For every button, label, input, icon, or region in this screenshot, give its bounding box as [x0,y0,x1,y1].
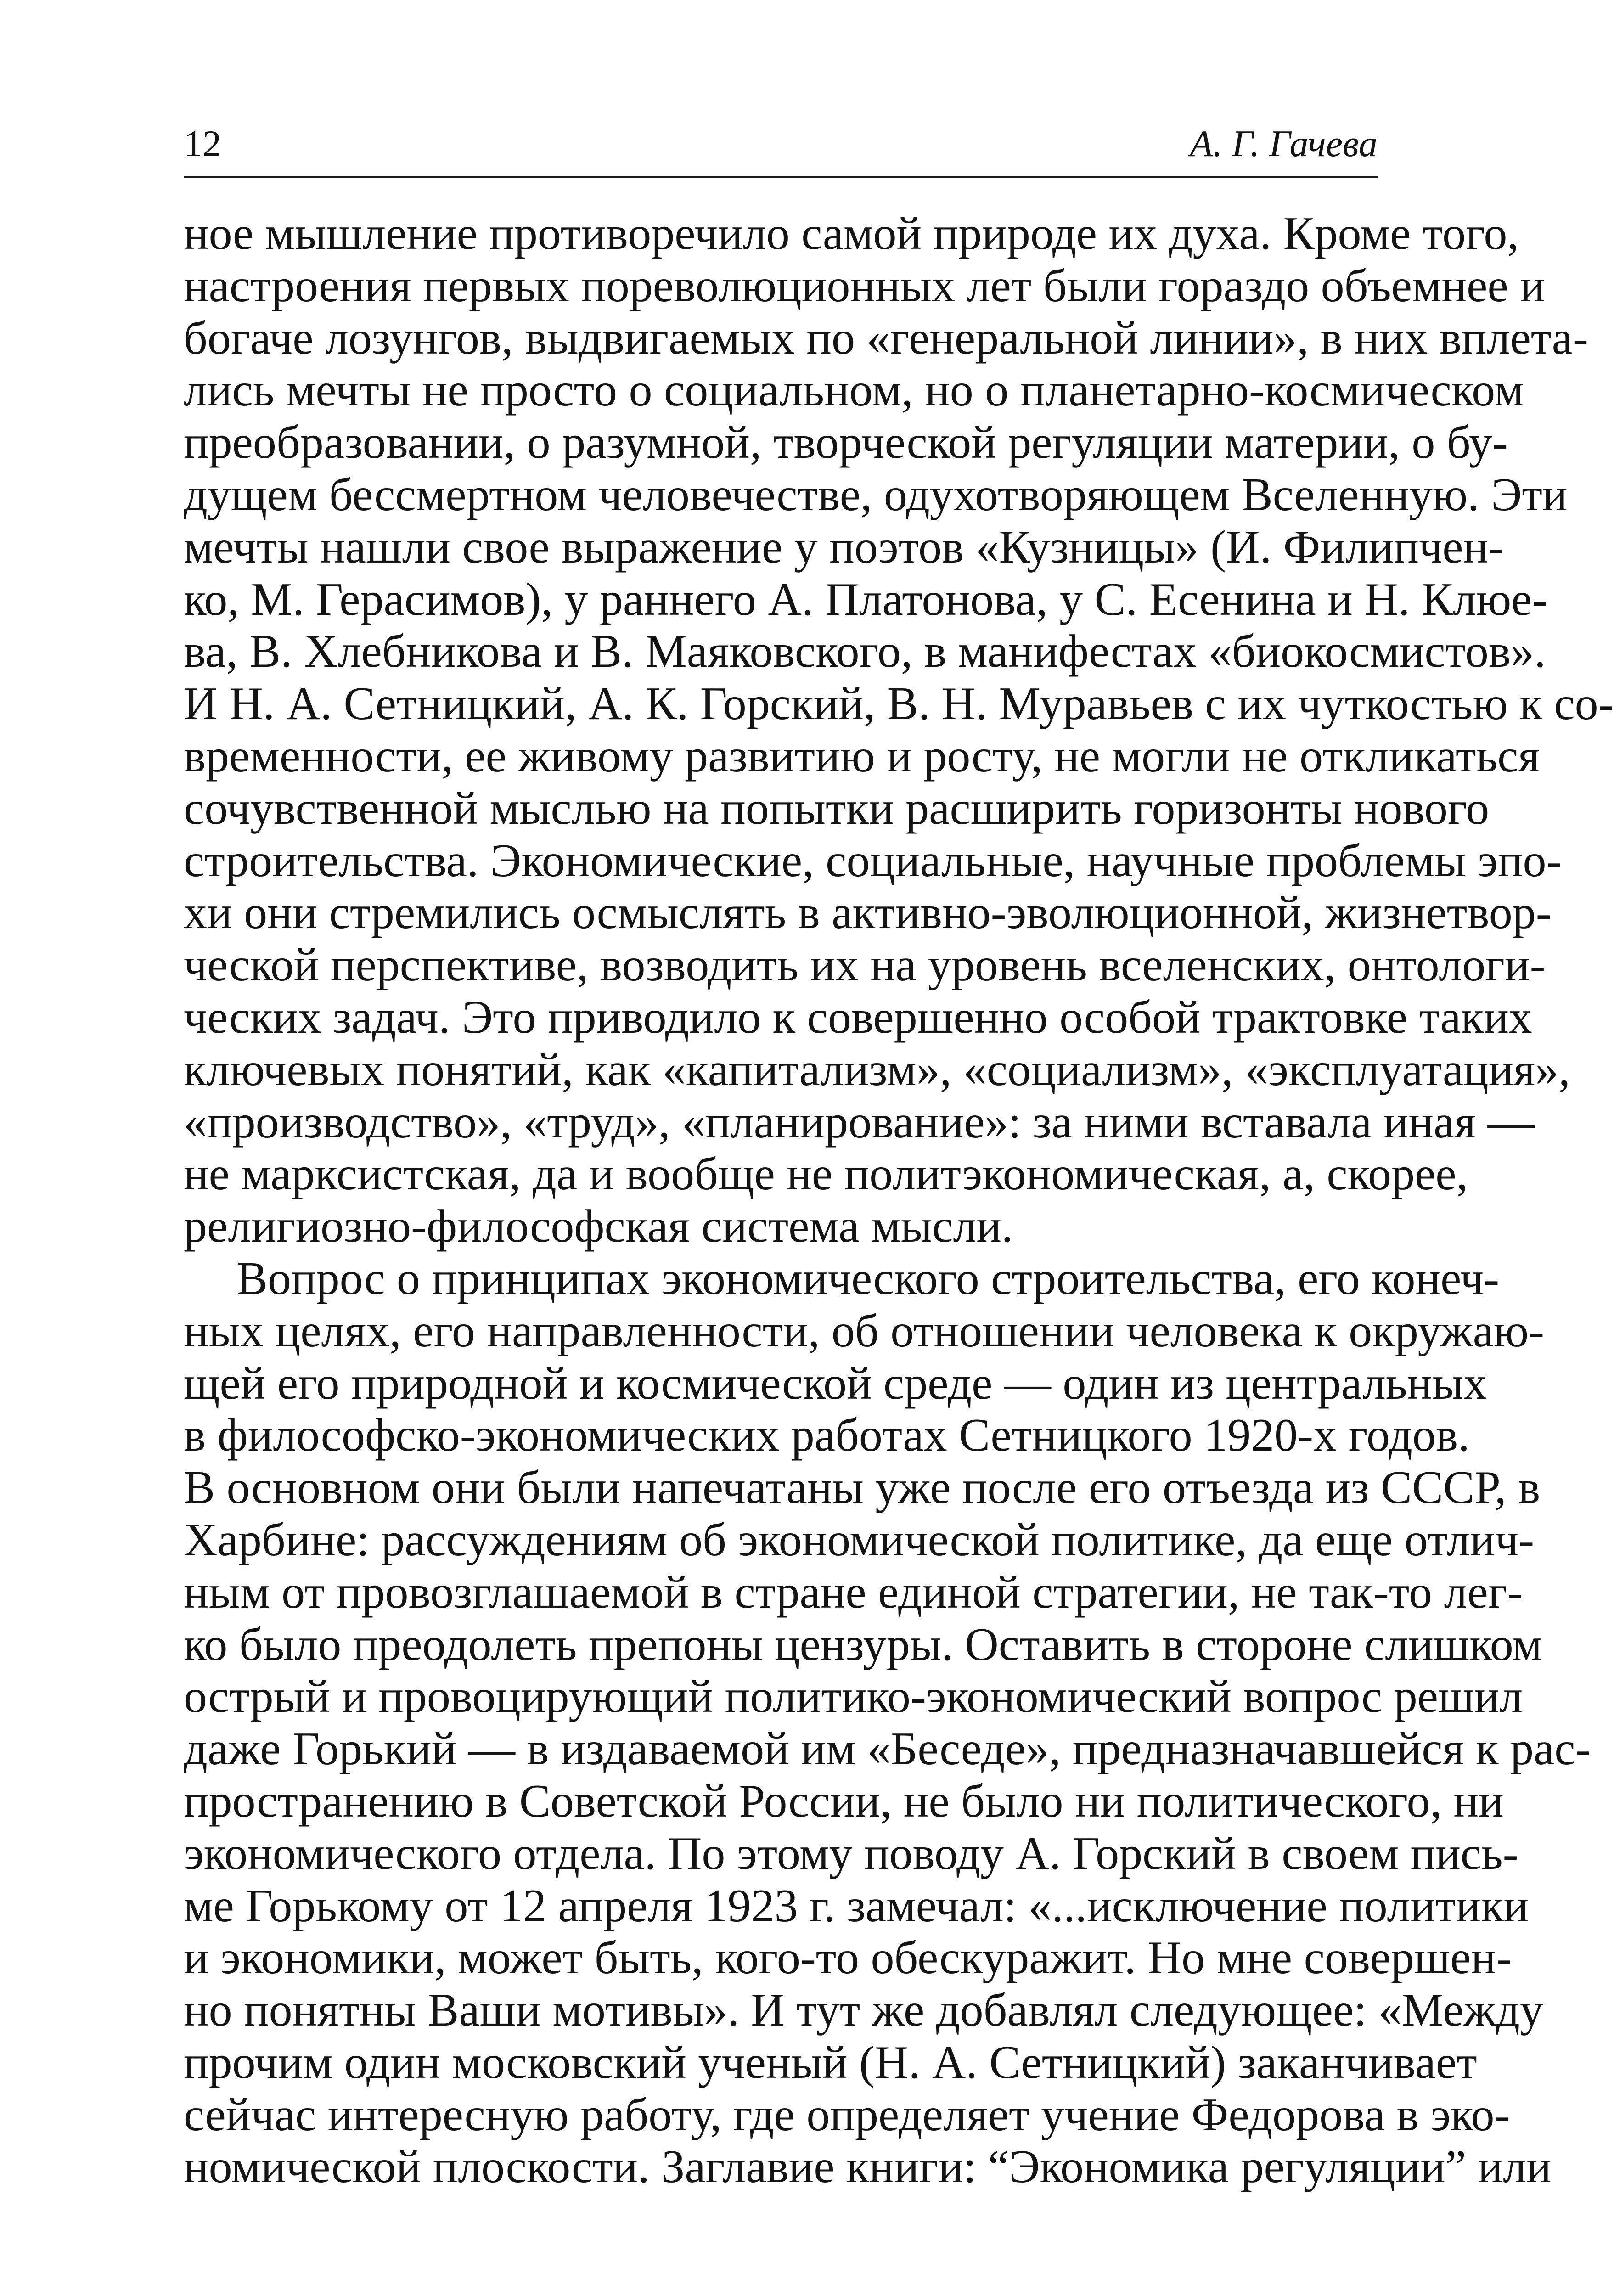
text-line: строительства. Экономические, социальные, научные проблемы эпо- [184,834,1562,887]
text-line: но понятны Ваши мотивы». И тут же добавлял следующее: «Между [184,1984,1543,2037]
running-head-author: А. Г. Гачева [1190,123,1378,164]
header-rule [184,176,1378,178]
text-line: ко было преодолеть препоны цензуры. Оставить в стороне слишком [184,1618,1542,1671]
text-line: даже Горький — в издаваемой им «Беседе», предназначавшейся к рас- [184,1723,1591,1775]
paragraph-2 [184,1252,1591,2193]
text-line: острый и провоцирующий политико-экономический вопрос решил [184,1671,1523,1723]
text-line: хи они стремились осмыслять в активно-эволюционной, жизнетвор- [184,887,1552,939]
running-head [184,118,1378,169]
paragraph-1 [184,208,1614,1253]
text-line: ме Горькому от 12 апреля 1923 г. замечал: «...исключение политики [184,1880,1529,1932]
text-line: прочим один московский ученый (Н. А. Сетницкий) заканчивает [184,2036,1477,2088]
text-line: дущем бессмертном человечестве, одухотворяющем Вселенную. Эти [184,468,1568,521]
text-line: ческих задач. Это приводило к совершенно особой трактовке таких [184,991,1532,1043]
text-line: не марксистская, да и вообще не политэкономическая, а, скорее, [184,1148,1468,1200]
body-text [184,208,1614,2193]
text-line: религиозно-философская система мысли. [184,1200,1013,1253]
text-line: щей его природной и космической среде — один из центральных [184,1357,1487,1409]
text-line: ных целях, его направленности, об отношении человека к окружаю- [184,1305,1545,1357]
text-line: мечты нашли свое выражение у поэтов «Кузницы» (И. Филипчен- [184,521,1504,573]
text-line: И Н. А. Сетницкий, А. К. Горский, В. Н. Муравьев с их чуткостью к со- [184,678,1614,730]
text-line: пространению в Советской России, не было ни политического, ни [184,1775,1504,1827]
text-line: ключевых понятий, как «капитализм», «социализм», «эксплуатация», [184,1043,1570,1096]
text-line: ное мышление противоречило самой природе их духа. Кроме того, [184,208,1519,259]
text-line: преобразовании, о разумной, творческой регуляции материи, о бу- [184,416,1508,469]
page-number: 12 [184,123,221,164]
text-line: «производство», «труд», «планирование»: за ними вставала иная — [184,1096,1535,1148]
text-line: лись мечты не просто о социальном, но о планетарно-космическом [184,364,1524,416]
text-line: номической плоскости. Заглавие книги: “Экономика регуляции” или [184,2141,1552,2193]
text-line: ным от провозглашаемой в стране единой стратегии, не так-то лег- [184,1566,1523,1618]
text-line: ческой перспективе, возводить их на уровень вселенских, онтологи- [184,939,1546,991]
text-line: В основном они были напечатаны уже после его отъезда из СССР, в [184,1462,1541,1514]
text-line: временности, ее живому развитию и росту, не могли не откликаться [184,730,1540,782]
text-line: сочувственной мыслью на попытки расширить горизонты нового [184,782,1490,834]
text-line: экономического отдела. По этому поводу А. Горский в своем пись- [184,1827,1518,1880]
text-line: ко, М. Герасимов), у раннего А. Платонова, у С. Есенина и Н. Клюе- [184,573,1548,625]
text-line: Вопрос о принципах экономического строительства, его конеч- [236,1252,1500,1305]
text-line: богаче лозунгов, выдвигаемых по «генеральной линии», в них вплета- [184,312,1588,364]
text-line: Харбине: рассуждениям об экономической политике, да еще отлич- [184,1514,1535,1566]
text-line: сейчас интересную работу, где определяет учение Федорова в эко- [184,2088,1510,2141]
text-line: ва, В. Хлебникова и В. Маяковского, в манифестах «биокосмистов». [184,625,1546,678]
text-line: и экономики, может быть, кого-то обескуражит. Но мне совершен- [184,1932,1512,1984]
text-line: в философско-экономических работах Сетницкого 1920-х годов. [184,1409,1470,1462]
text-line: настроения первых пореволюционных лет были гораздо объемнее и [184,259,1545,312]
